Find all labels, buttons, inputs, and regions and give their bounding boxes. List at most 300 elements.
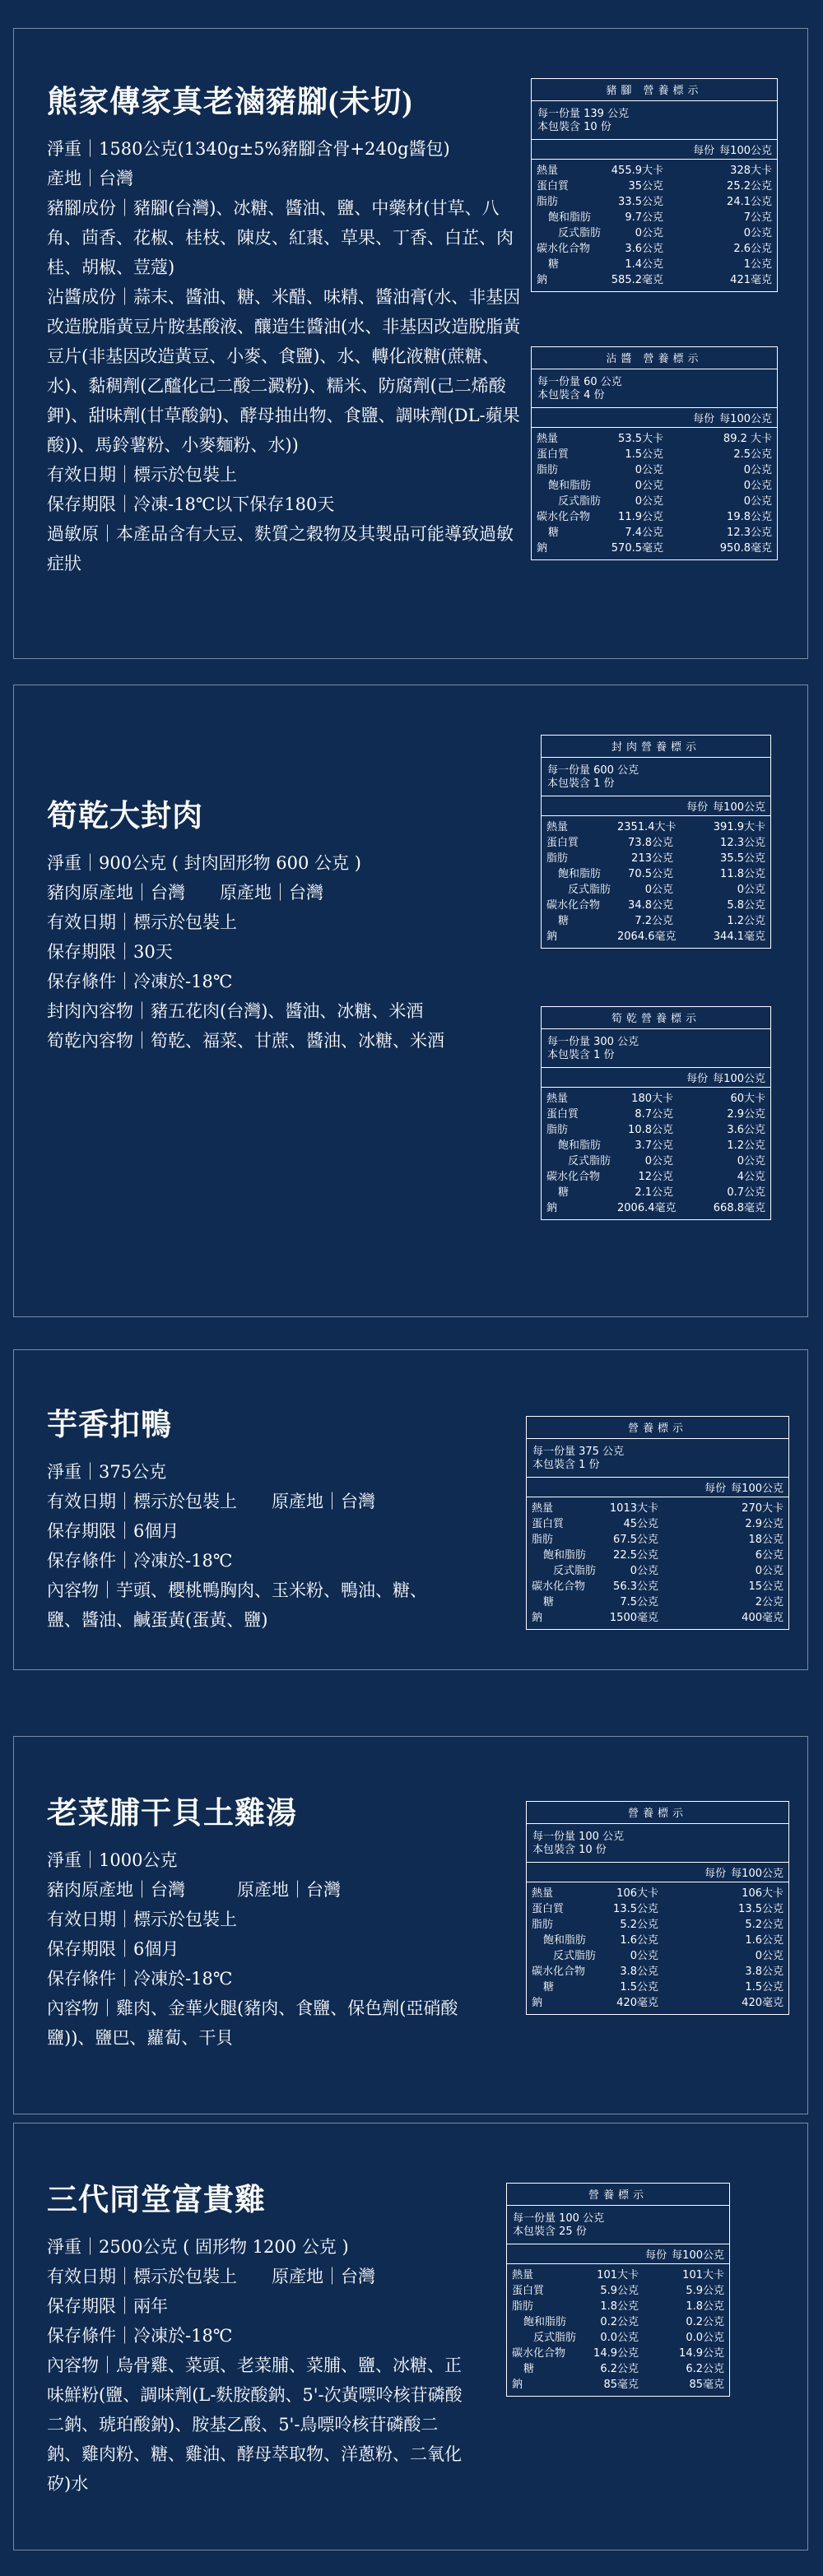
per-serving-value: 106大卡 — [616, 1887, 658, 1900]
detail-line: 沾醬成份｜蒜末、醬油、糖、米醋、味精、醬油膏(水、非基因改造脫脂黃豆片胺基酸液、釀造生醬油(水、非基因改造脫脂黃豆片(非基因改造黃豆、小麥、食鹽)、水、轉化液糖(蔗糖、水)、黏稠劑(乙醯化己二酸二澱粉)、糯米、防腐劑(己二烯酸鉀)、甜味劑(甘草酸鈉)、酵母抽出物、食鹽、調味劑(DL-蘋果酸))、馬鈴薯粉、小麥麵粉、水)) — [47, 287, 521, 455]
nutrition-row — [537, 211, 772, 226]
nutrient-name: 鈉 — [546, 931, 558, 943]
per-serving-value: 7.5公克 — [620, 1596, 658, 1608]
nutrition-row — [537, 526, 772, 541]
nutrient-name: 飽和脂肪 — [558, 1139, 602, 1152]
nutrition-row — [512, 2284, 724, 2300]
product-info — [47, 1399, 458, 1635]
per-serving-value: 180大卡 — [631, 1093, 673, 1105]
nutrition-rows — [532, 160, 777, 291]
nutrient-name: 熱量 — [546, 1093, 569, 1105]
product-info — [47, 77, 524, 578]
nutrient-name: 脂肪 — [537, 464, 559, 476]
nutrition-column-header — [527, 1478, 788, 1497]
per-100g-value: 420毫克 — [742, 1997, 783, 2009]
product-section — [13, 28, 808, 659]
per-serving-value: 67.5公克 — [613, 1534, 658, 1546]
nutrition-row — [512, 2300, 724, 2315]
nutrition-table — [526, 1801, 789, 2015]
product-details — [47, 1457, 458, 1635]
per-100g-value: 60大卡 — [730, 1093, 765, 1105]
nutrition-row — [537, 179, 772, 195]
nutrition-row — [537, 494, 772, 510]
nutrient-name: 反式脂肪 — [553, 1565, 597, 1577]
per-serving-value: 13.5公克 — [613, 1903, 658, 1915]
per-100g-value: 950.8毫克 — [719, 542, 772, 555]
detail-line: 產地｜台灣 — [47, 169, 133, 188]
per-serving-value: 11.9公克 — [618, 511, 663, 523]
detail-line: 保存條件｜冷凍於-18℃ — [47, 1969, 233, 1989]
per-100g-value: 328大卡 — [730, 165, 772, 177]
nutrition-table — [526, 1416, 789, 1630]
detail-line: 保存條件｜冷凍於-18℃ — [47, 972, 233, 991]
serving-size: 每一份量 300 公克 — [547, 1036, 639, 1048]
per-serving-value: 53.5大卡 — [618, 433, 663, 445]
per-100g-value: 1.8公克 — [686, 2300, 724, 2313]
product-details — [47, 848, 524, 1056]
per-100g-value: 18公克 — [748, 1534, 783, 1546]
product-title: 三代同堂富貴雞 — [47, 2184, 266, 2217]
per-100g-value: 2.6公克 — [733, 243, 772, 255]
per-serving-value: 14.9公克 — [593, 2347, 639, 2360]
nutrition-title: 沾醬 營養標示 — [532, 347, 777, 369]
nutrition-row — [532, 1918, 783, 1933]
nutrition-row — [512, 2346, 724, 2362]
per-serving-value: 1.5公克 — [625, 448, 663, 461]
nutrition-column-header — [542, 796, 770, 816]
per-serving-value: 101大卡 — [597, 2269, 639, 2281]
per-serving-value: 2006.4毫克 — [617, 1202, 677, 1214]
product-section — [13, 1349, 808, 1670]
nutrition-row — [532, 1949, 783, 1965]
per-100g-value: 2.5公克 — [733, 448, 772, 461]
detail-line: 淨重｜900公克 ( 封肉固形物 600 公克 ) — [47, 853, 361, 873]
servings-per-package: 本包裝含 1 份 — [547, 1049, 615, 1061]
detail-line: 內容物｜烏骨雞、菜頭、老菜脯、菜脯、鹽、冰糖、正味鮮粉(鹽、調味劑(L-麩胺酸鈉、5'-次黃嘌呤核苷磷酸二鈉、琥珀酸鈉)、胺基乙酸、5'-鳥嘌呤核苷磷酸二鈉、雞肉粉、糖、雞油、酵母萃取物、洋蔥粉、二氧化矽)水 — [47, 2356, 463, 2494]
serving-size: 每一份量 375 公克 — [532, 1446, 625, 1458]
nutrient-name: 脂肪 — [546, 852, 569, 865]
per-100g-header: 每100公克 — [713, 1073, 765, 1085]
per-100g-value: 1.5公克 — [745, 1981, 783, 1993]
nutrition-row — [537, 258, 772, 273]
nutrition-row — [546, 930, 765, 945]
per-serving-value: 73.8公克 — [628, 837, 673, 849]
per-serving-value: 0公克 — [644, 884, 673, 896]
per-serving-value: 35公克 — [628, 180, 663, 193]
per-100g-value: 1.2公克 — [727, 915, 765, 927]
nutrition-row — [546, 852, 765, 867]
nutrient-name: 熱量 — [532, 1502, 554, 1515]
per-serving-value: 5.9公克 — [600, 2285, 639, 2297]
nutrition-row — [546, 867, 765, 883]
per-serving-value: 0.2公克 — [600, 2316, 639, 2328]
nutrient-name: 鈉 — [546, 1202, 558, 1214]
nutrition-row — [532, 1564, 783, 1580]
product-section — [13, 2123, 808, 2550]
per-serving-value: 420毫克 — [616, 1997, 658, 2009]
nutrition-row — [537, 448, 772, 463]
detail-line: 有效日期｜標示於包裝上 — [47, 465, 237, 485]
per-100g-value: 421毫克 — [730, 274, 772, 286]
per-100g-value: 15公克 — [748, 1580, 783, 1593]
serving-info — [527, 1439, 788, 1478]
serving-size: 每一份量 60 公克 — [537, 376, 622, 388]
detail-line: 淨重｜1580公克(1340g±5%豬腳含骨+240g醬包) — [47, 139, 450, 159]
per-serving-value: 2064.6毫克 — [617, 931, 677, 943]
detail-line: 淨重｜2500公克 ( 固形物 1200 公克 ) — [47, 2237, 349, 2257]
nutrient-name: 熱量 — [546, 821, 569, 833]
servings-per-package: 本包裝含 1 份 — [547, 777, 615, 790]
per-100g-value: 668.8毫克 — [713, 1202, 765, 1214]
nutrition-row — [512, 2378, 724, 2393]
detail-line: 有效日期｜標示於包裝上 — [47, 1910, 237, 1929]
per-100g-value: 391.9大卡 — [713, 821, 765, 833]
per-100g-value: 0公克 — [737, 1155, 765, 1167]
servings-per-package: 本包裝含 4 份 — [537, 389, 605, 401]
per-100g-value: 5.2公克 — [745, 1919, 783, 1931]
per-100g-header: 每100公克 — [731, 1483, 783, 1495]
per-100g-value: 12.3公克 — [720, 837, 765, 849]
nutrient-name: 鈉 — [532, 1612, 543, 1624]
per-serving-header: 每份 — [693, 145, 715, 157]
product-title: 芋香扣鴨 — [47, 1409, 172, 1442]
per-100g-value: 0公克 — [755, 1950, 783, 1962]
detail-line: 封肉內容物｜豬五花肉(台灣)、醬油、冰糖、米酒 — [47, 1001, 424, 1021]
per-100g-value: 101大卡 — [682, 2269, 724, 2281]
per-100g-value: 344.1毫克 — [713, 931, 765, 943]
nutrition-row — [532, 1980, 783, 1996]
per-100g-value: 19.8公克 — [727, 511, 772, 523]
serving-info — [532, 101, 777, 140]
nutrient-name: 鈉 — [537, 274, 548, 286]
detail-line: 豬腳成份｜豬腳(台灣)、冰糖、醬油、鹽、中藥材(甘草、八角、茴香、花椒、桂枝、陳皮、紅棗、草果、丁香、白芷、肉桂、胡椒、荳蔻) — [47, 198, 514, 277]
product-details — [47, 134, 524, 578]
nutrition-row — [546, 820, 765, 836]
per-serving-value: 585.2毫克 — [611, 274, 663, 286]
nutrition-rows — [507, 2264, 729, 2396]
per-100g-value: 5.8公克 — [727, 899, 765, 912]
per-100g-value: 5.9公克 — [686, 2285, 724, 2297]
nutrition-title: 營養標示 — [527, 1802, 788, 1824]
product-info — [47, 2175, 467, 2499]
per-serving-value: 56.3公克 — [613, 1580, 658, 1593]
serving-size: 每一份量 600 公克 — [547, 764, 639, 777]
per-serving-value: 3.6公克 — [625, 243, 663, 255]
per-100g-value: 3.6公克 — [727, 1124, 765, 1136]
nutrition-row — [546, 1154, 765, 1170]
nutrition-rows — [527, 1497, 788, 1629]
detail-line: 淨重｜375公克 — [47, 1462, 167, 1482]
per-100g-value: 2.9公克 — [727, 1108, 765, 1121]
nutrient-name: 碳水化合物 — [512, 2347, 566, 2360]
nutrition-row — [532, 1887, 783, 1902]
product-details — [47, 2232, 467, 2499]
detail-line: 內容物｜芋頭、櫻桃鴨胸肉、玉米粉、鴨油、糖、鹽、醬油、鹹蛋黃(蛋黃、鹽) — [47, 1580, 427, 1630]
per-serving-value: 0公克 — [635, 227, 663, 239]
nutrient-name: 蛋白質 — [512, 2285, 545, 2297]
per-serving-header: 每份 — [704, 1483, 727, 1495]
nutrition-rows — [542, 1088, 770, 1219]
nutrition-row — [537, 432, 772, 448]
per-serving-value: 85毫克 — [603, 2379, 639, 2391]
nutrient-name: 糖 — [548, 258, 560, 271]
nutrition-row — [512, 2315, 724, 2331]
nutrition-row — [532, 1965, 783, 1980]
per-serving-value: 0公克 — [635, 495, 663, 508]
per-100g-value: 0公克 — [743, 495, 772, 508]
serving-size: 每一份量 139 公克 — [537, 108, 630, 120]
nutrition-row — [537, 510, 772, 526]
nutrition-row — [546, 1092, 765, 1107]
serving-info — [542, 758, 770, 796]
nutrition-row — [546, 1186, 765, 1201]
detail-line: 淨重｜1000公克 — [47, 1850, 178, 1870]
nutrient-name: 反式脂肪 — [553, 1950, 597, 1962]
nutrition-row — [537, 479, 772, 494]
per-100g-value: 6.2公克 — [686, 2363, 724, 2375]
per-serving-value: 2351.4大卡 — [617, 821, 677, 833]
nutrition-row — [532, 1580, 783, 1595]
nutrition-row — [537, 195, 772, 211]
per-100g-value: 0公克 — [755, 1565, 783, 1577]
per-serving-value: 0.0公克 — [600, 2332, 639, 2344]
nutrition-title: 營養標示 — [527, 1417, 788, 1439]
nutrition-row — [546, 914, 765, 930]
per-100g-value: 0.2公克 — [686, 2316, 724, 2328]
per-serving-value: 0公克 — [635, 464, 663, 476]
serving-size: 每一份量 100 公克 — [532, 1831, 625, 1843]
nutrient-name: 鈉 — [537, 542, 548, 555]
nutrient-name: 蛋白質 — [546, 1108, 579, 1121]
nutrient-name: 熱量 — [537, 433, 559, 445]
per-serving-value: 8.7公克 — [635, 1108, 673, 1121]
product-section — [13, 685, 808, 1317]
nutrition-title: 營養標示 — [507, 2184, 729, 2206]
nutrient-name: 糖 — [523, 2363, 535, 2375]
serving-info — [507, 2206, 729, 2244]
nutrition-column-header — [507, 2244, 729, 2264]
nutrition-row — [537, 463, 772, 479]
nutrient-name: 蛋白質 — [537, 448, 570, 461]
per-serving-value: 70.5公克 — [628, 868, 673, 880]
nutrient-name: 反式脂肪 — [568, 884, 611, 896]
product-info — [47, 1788, 475, 2053]
per-100g-header: 每100公克 — [731, 1868, 783, 1880]
nutrient-name: 飽和脂肪 — [548, 480, 592, 492]
per-serving-value: 22.5公克 — [613, 1549, 658, 1562]
nutrition-row — [546, 1139, 765, 1154]
nutrient-name: 熱量 — [532, 1887, 554, 1900]
per-serving-value: 45公克 — [623, 1518, 658, 1530]
nutrient-name: 飽和脂肪 — [543, 1934, 587, 1947]
nutrient-name: 碳水化合物 — [546, 1171, 601, 1183]
per-100g-value: 400毫克 — [742, 1612, 783, 1624]
nutrition-row — [537, 242, 772, 258]
per-serving-value: 1013大卡 — [609, 1502, 658, 1515]
nutrition-table — [541, 735, 771, 949]
nutrient-name: 糖 — [543, 1981, 555, 1993]
per-100g-value: 2公克 — [755, 1596, 783, 1608]
per-100g-header: 每100公克 — [719, 145, 772, 157]
nutrient-name: 反式脂肪 — [558, 495, 602, 508]
per-serving-value: 33.5公克 — [618, 196, 663, 208]
detail-line: 豬肉原產地｜台灣 原產地｜台灣 — [47, 883, 323, 903]
serving-info — [527, 1824, 788, 1863]
nutrition-row — [537, 273, 772, 289]
detail-line: 過敏原｜本產品含有大豆、麩質之穀物及其製品可能導致過敏症狀 — [47, 524, 514, 573]
nutrition-row — [532, 1902, 783, 1918]
nutrient-name: 碳水化合物 — [532, 1966, 586, 1978]
per-100g-value: 0.0公克 — [686, 2332, 724, 2344]
per-serving-value: 3.7公克 — [635, 1139, 673, 1152]
nutrition-row — [532, 1517, 783, 1533]
per-100g-value: 4公克 — [737, 1171, 765, 1183]
nutrient-name: 飽和脂肪 — [543, 1549, 587, 1562]
per-serving-value: 0公克 — [635, 480, 663, 492]
nutrition-row — [546, 1170, 765, 1186]
product-section — [13, 1736, 808, 2114]
nutrient-name: 熱量 — [512, 2269, 534, 2281]
servings-per-package: 本包裝含 10 份 — [532, 1844, 607, 1856]
nutrition-row — [532, 1611, 783, 1627]
nutrition-column-header — [542, 1068, 770, 1088]
per-serving-value: 1.4公克 — [625, 258, 663, 271]
nutrient-name: 蛋白質 — [546, 837, 579, 849]
per-100g-header: 每100公克 — [719, 413, 772, 425]
nutrient-name: 飽和脂肪 — [558, 868, 602, 880]
per-serving-value: 1.5公克 — [620, 1981, 658, 1993]
nutrition-table — [541, 1006, 771, 1220]
per-100g-value: 6公克 — [755, 1549, 783, 1562]
nutrition-rows — [527, 1882, 788, 2014]
nutrition-row — [537, 164, 772, 179]
nutrition-row — [546, 1201, 765, 1217]
detail-line: 保存期限｜冷凍-18℃以下保存180天 — [47, 494, 335, 514]
detail-line: 保存期限｜30天 — [47, 942, 173, 962]
per-serving-value: 570.5毫克 — [611, 542, 663, 555]
nutrient-name: 碳水化合物 — [532, 1580, 586, 1593]
nutrient-name: 碳水化合物 — [537, 243, 591, 255]
nutrition-title: 筍乾營養標示 — [542, 1007, 770, 1029]
nutrition-row — [532, 1595, 783, 1611]
per-serving-header: 每份 — [693, 413, 715, 425]
nutrient-name: 脂肪 — [546, 1124, 569, 1136]
per-100g-value: 1.6公克 — [745, 1934, 783, 1947]
per-serving-value: 7.4公克 — [625, 527, 663, 539]
nutrition-column-header — [527, 1863, 788, 1882]
nutrition-row — [532, 1548, 783, 1564]
per-serving-value: 34.8公克 — [628, 899, 673, 912]
per-serving-value: 213公克 — [631, 852, 673, 865]
servings-per-package: 本包裝含 1 份 — [532, 1459, 600, 1471]
nutrition-column-header — [532, 408, 777, 428]
nutrient-name: 碳水化合物 — [546, 899, 601, 912]
per-serving-value: 10.8公克 — [628, 1124, 673, 1136]
serving-size: 每一份量 100 公克 — [513, 2212, 605, 2225]
per-100g-value: 270大卡 — [742, 1502, 783, 1515]
product-info — [47, 791, 524, 1056]
nutrient-name: 蛋白質 — [532, 1518, 565, 1530]
per-100g-value: 25.2公克 — [727, 180, 772, 193]
product-details — [47, 1845, 475, 2053]
nutrition-column-header — [532, 140, 777, 160]
nutrient-name: 脂肪 — [512, 2300, 534, 2313]
serving-info — [542, 1029, 770, 1068]
per-100g-value: 0.7公克 — [727, 1186, 765, 1199]
nutrient-name: 熱量 — [537, 165, 559, 177]
nutrition-rows — [542, 816, 770, 948]
nutrition-row — [512, 2362, 724, 2378]
per-100g-value: 106大卡 — [742, 1887, 783, 1900]
detail-line: 筍乾內容物｜筍乾、福菜、甘蔗、醬油、冰糖、米酒 — [47, 1031, 444, 1051]
nutrient-name: 脂肪 — [532, 1919, 554, 1931]
nutrient-name: 蛋白質 — [532, 1903, 565, 1915]
per-serving-value: 1.6公克 — [620, 1934, 658, 1947]
detail-line: 有效日期｜標示於包裝上 原產地｜台灣 — [47, 1492, 375, 1511]
per-serving-value: 12公克 — [638, 1171, 673, 1183]
nutrition-row — [546, 836, 765, 852]
servings-per-package: 本包裝含 25 份 — [513, 2226, 587, 2238]
per-serving-value: 1500毫克 — [609, 1612, 658, 1624]
per-serving-value: 0公克 — [644, 1155, 673, 1167]
nutrition-row — [546, 898, 765, 914]
nutrient-name: 鈉 — [512, 2379, 523, 2391]
per-serving-value: 455.9大卡 — [611, 165, 663, 177]
detail-line: 有效日期｜標示於包裝上 原產地｜台灣 — [47, 2267, 375, 2286]
nutrient-name: 飽和脂肪 — [523, 2316, 567, 2328]
detail-line: 有效日期｜標示於包裝上 — [47, 912, 237, 932]
nutrition-row — [532, 1996, 783, 2012]
detail-line: 保存期限｜6個月 — [47, 1939, 179, 1959]
nutrient-name: 糖 — [558, 915, 570, 927]
per-100g-value: 89.2 大卡 — [723, 433, 772, 445]
nutrition-table — [506, 2183, 730, 2397]
per-100g-value: 85毫克 — [689, 2379, 724, 2391]
detail-line: 保存條件｜冷凍於-18℃ — [47, 2326, 233, 2346]
nutrition-row — [537, 541, 772, 557]
nutrition-row — [532, 1502, 783, 1517]
per-100g-value: 12.3公克 — [727, 527, 772, 539]
nutrient-name: 糖 — [558, 1186, 570, 1199]
nutrient-name: 反式脂肪 — [558, 227, 602, 239]
per-serving-header: 每份 — [645, 2249, 667, 2262]
nutrition-title: 豬腳 營養標示 — [532, 79, 777, 101]
nutrition-table — [531, 346, 778, 560]
detail-line: 保存條件｜冷凍於-18℃ — [47, 1551, 233, 1571]
nutrition-row — [537, 226, 772, 242]
nutrition-row — [512, 2268, 724, 2284]
per-100g-value: 13.5公克 — [738, 1903, 783, 1915]
nutrient-name: 蛋白質 — [537, 180, 570, 193]
per-serving-value: 9.7公克 — [625, 211, 663, 224]
serving-info — [532, 369, 777, 408]
nutrient-name: 反式脂肪 — [568, 1155, 611, 1167]
nutrition-row — [512, 2331, 724, 2346]
product-title: 筍乾大封肉 — [47, 800, 203, 833]
nutrition-title: 封肉營養標示 — [542, 736, 770, 758]
per-100g-value: 1公克 — [743, 258, 772, 271]
per-serving-value: 3.8公克 — [620, 1966, 658, 1978]
per-100g-value: 0公克 — [743, 464, 772, 476]
per-serving-value: 6.2公克 — [600, 2363, 639, 2375]
per-serving-header: 每份 — [704, 1868, 727, 1880]
nutrition-table — [531, 78, 778, 292]
nutrition-row — [546, 1107, 765, 1123]
detail-line: 保存期限｜6個月 — [47, 1521, 179, 1541]
nutrition-row — [532, 1533, 783, 1548]
nutrition-rows — [532, 428, 777, 559]
per-serving-value: 0公克 — [630, 1565, 658, 1577]
